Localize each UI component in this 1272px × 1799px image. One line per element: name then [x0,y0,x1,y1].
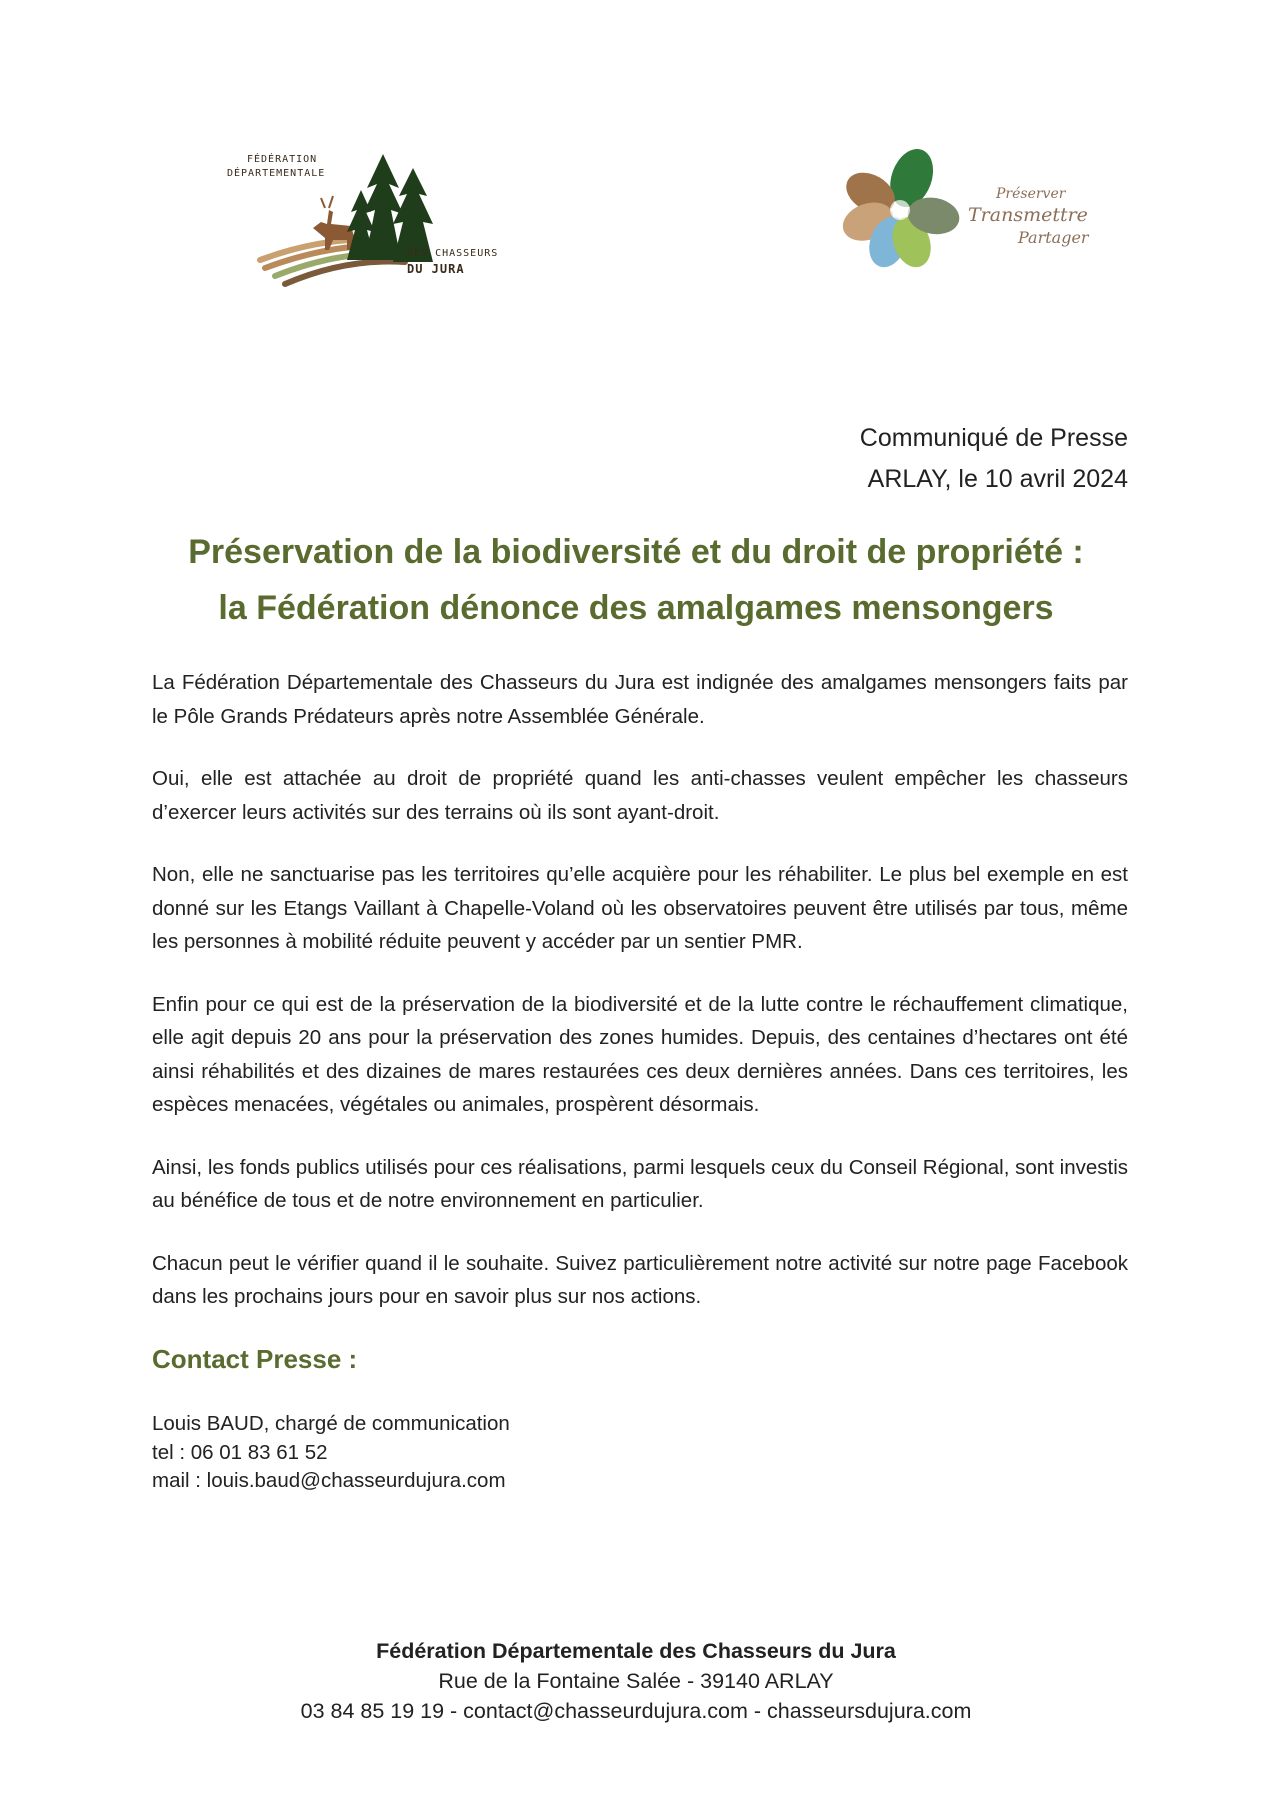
footer-address: Rue de la Fontaine Salée - 39140 ARLAY [438,1669,834,1693]
paragraph: Oui, elle est attachée au droit de propriété quand les anti-chasses veulent empêcher les chasseurs d’exercer leurs activités sur des terrains où ils sont ayant-droit. [152,767,1128,824]
logo-text-des-chasseurs: DES CHASSEURS [407,248,499,259]
petal-flower-icon [838,148,968,278]
paragraph: La Fédération Départementale des Chasseurs du Jura est indignée des amalgames mensongers faits par le Pôle Grands Prédateurs après notre Assemblée Générale. [152,671,1128,728]
page-footer [0,1636,1272,1726]
press-release-body [152,666,1128,1343]
title-line-2: la Fédération dénonce des amalgames mensongers [218,589,1054,627]
contact-block [152,1410,510,1496]
place-and-date: ARLAY, le 10 avril 2024 [867,465,1128,493]
title-line-1: Préservation de la biodiversité et du droit de propriété : [188,533,1084,571]
tagline-transmettre: Transmettre [968,204,1088,226]
logo-text-departementale: DÉPARTEMENTALE [227,168,326,179]
federation-logo [225,150,545,290]
tagline-preserver: Préserver [996,186,1066,202]
footer-contact-line: 03 84 85 19 19 - contact@chasseurdujura.com - chasseursdujura.com [300,1699,972,1723]
tagline-partager: Partager [1018,228,1089,247]
paragraph: Non, elle ne sanctuarise pas les territoires qu’elle acquière pour les réhabiliter. Le plus bel exemple en est donné sur les Etangs Vaillant à Chapelle-Voland où les observatoires peuvent être utilisés par tous, même les personnes à mobilité réduite peuvent y accéder par un sentier PMR. [152,863,1128,953]
footer-organization: Fédération Départementale des Chasseurs du Jura [376,1639,896,1663]
paragraph: Chacun peut le vérifier quand il le souhaite. Suivez particulièrement notre activité sur notre page Facebook dans les prochains jours pour en savoir plus sur nos actions. [152,1251,1128,1308]
paragraph: Ainsi, les fonds publics utilisés pour ces réalisations, parmi lesquels ceux du Conseil Régional, sont investis au bénéfice de tous et de notre environnement en particulier. [152,1155,1128,1212]
contact-heading: Contact Presse : [152,1344,358,1374]
contact-phone: tel : 06 01 83 61 52 [152,1440,328,1464]
document-type: Communiqué de Presse [859,424,1128,452]
press-release-header [860,418,1128,500]
press-release-title [100,524,1172,636]
preserver-logo [838,148,1098,278]
logo-text-federation: FÉDÉRATION [247,154,318,165]
logo-text-du-jura: DU JURA [407,262,465,276]
contact-name: Louis BAUD, chargé de communication [152,1412,510,1435]
paragraph: Enfin pour ce qui est de la préservation de la biodiversité et de la lutte contre le réchauffement climatique, elle agit depuis 20 ans pour la préservation des zones humides. Depuis, des centaines d’hectares ont été ainsi réhabilités et des dizaines de mares restaurées ces deux dernières années. Dans ces territoires, les espèces menacées, végétales ou animales, prospèrent désormais. [152,992,1128,1116]
contact-email: mail : louis.baud@chasseurdujura.com [152,1469,506,1492]
